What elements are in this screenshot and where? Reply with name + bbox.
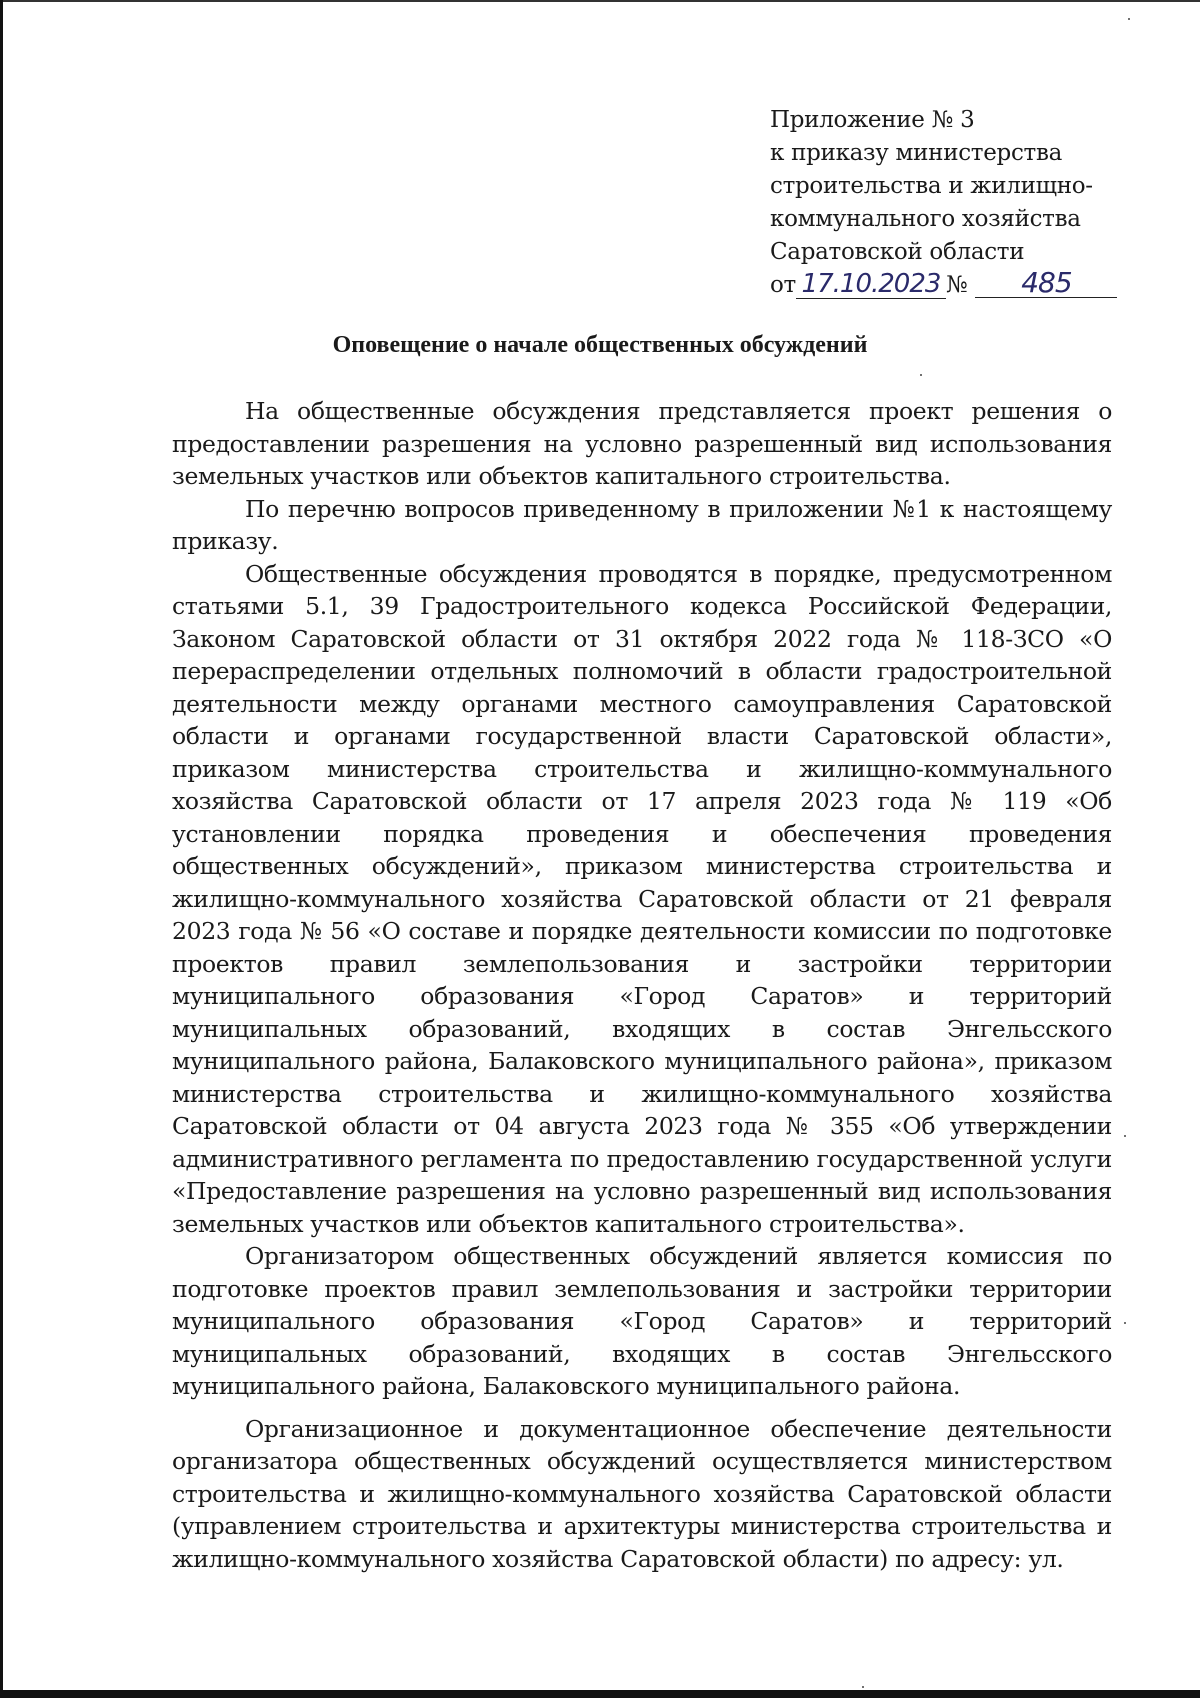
annex-ministry-line1: строительства и жилищно- [770, 173, 1093, 199]
document-title: Оповещение о начале общественных обсуждений [332, 332, 868, 358]
scan-speck [1124, 1322, 1126, 1324]
annex-date-number-line [770, 266, 1130, 302]
scan-edge-top [0, 0, 1200, 2]
scan-edge-bottom [0, 1690, 1200, 1698]
annex-number: Приложение № 3 [770, 107, 975, 133]
handwritten-date: 17.10.2023 [796, 270, 946, 299]
paragraph-organizer: Организатором общественных обсуждений является комиссия по подготовке проектов правил землепользования и застройки территории муниципального образования «Город Саратов» и территорий муниципальных образований, входящих в состав Энгельсского муниципального района, Балаковского муниципального района. [172, 1242, 1112, 1400]
paragraph-questions: По перечню вопросов приведенному в приложении №1 к настоящему приказу. [172, 494, 1112, 555]
scan-speck [1124, 1135, 1126, 1137]
annex-order-ref: к приказу министерства [770, 140, 1063, 166]
annex-header [770, 104, 1130, 302]
paragraph-project: На общественные обсуждения представляется проект решения о предоставлении разрешения на условно разрешенный вид использования земельных участков или объектов капитального строительства. [172, 397, 1112, 490]
paragraph-legal-basis: Общественные обсуждения проводятся в порядке, предусмотренном статьями 5.1, 39 Градостроительного кодекса Российской Федерации, Законом Саратовской области от 31 октября 2022 года № 118-ЗСО «О перераспределении отдельных полномочий в области градостроительной деятельности между органами местного самоуправления Саратовской области и органами государственной власти Саратовской области», приказом министерства строительства и жилищно-коммунального хозяйства Саратовской области от 17 апреля 2023 года № 119 «Об установлении порядка проведения и обеспечения проведения общественных обсуждений», приказом министерства строительства и жилищно-коммунального хозяйства Саратовской области от 21 февраля 2023 года № 56 «О составе и порядке деятельности комиссии по подготовке проектов правил землепользования и застройки территории муниципального образования «Город Саратов» и территорий муниципальных образований, входящих в состав Энгельсского муниципального района, Балаковского муниципального района», приказом министерства строительства и жилищно-коммунального хозяйства Саратовской области от 04 августа 2023 года № 355 «Об утверждении административного регламента по предоставлению государственной услуги «Предоставление разрешения на условно разрешенный вид использования земельных участков или объектов капитального строительства». [172, 559, 1112, 1238]
annex-ministry-line2: коммунального хозяйства [770, 206, 1081, 232]
scan-speck [920, 374, 922, 376]
scan-speck [1128, 18, 1130, 20]
scan-speck [862, 1686, 864, 1688]
document-body [172, 395, 1112, 1575]
handwritten-number: 485 [975, 269, 1117, 298]
paragraph-support: Организационное и документационное обеспечение деятельности организатора общественных обсуждений осуществляется министерством строительства и жилищно-коммунального хозяйства Саратовской области (управлением строительства и архитектуры министерства строительства и жилищно-коммунального хозяйства Саратовской области) по адресу: ул. [172, 1414, 1112, 1573]
from-label: от [770, 272, 796, 298]
number-label: № [945, 272, 968, 298]
annex-region: Саратовской области [770, 239, 1025, 265]
scan-edge-left [0, 0, 3, 1698]
